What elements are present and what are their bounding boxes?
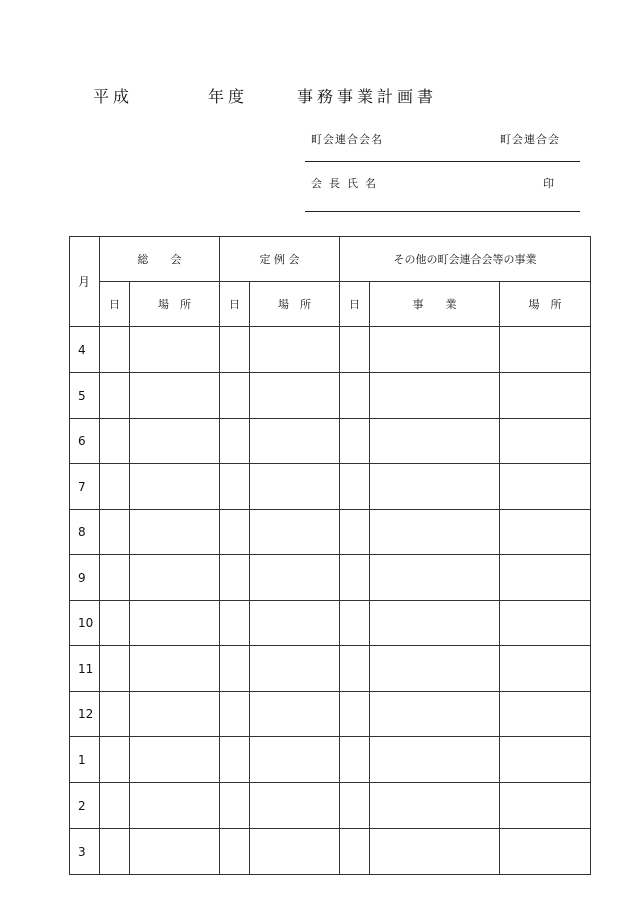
other-projects-header xyxy=(340,237,591,282)
regular-place-cell[interactable] xyxy=(250,555,340,601)
other-project-cell[interactable] xyxy=(370,419,500,464)
regular-meeting-label: 定 例 会 xyxy=(259,253,300,266)
general-day-cell[interactable] xyxy=(100,783,130,829)
table-row xyxy=(70,829,591,875)
table-row xyxy=(70,373,591,419)
assoc-name-line xyxy=(305,161,580,162)
other-day-cell[interactable] xyxy=(340,783,370,829)
general-place-cell[interactable] xyxy=(130,646,220,692)
other-place-cell[interactable] xyxy=(500,829,591,875)
general-place-cell[interactable] xyxy=(130,510,220,555)
title-main: 事務事業計画書 xyxy=(297,87,438,106)
assoc-name-value: 町会連合会 xyxy=(500,133,560,146)
other-place-cell[interactable] xyxy=(500,419,591,464)
other-day-cell[interactable] xyxy=(340,419,370,464)
other-project-cell[interactable] xyxy=(370,601,500,646)
other-place-cell[interactable] xyxy=(500,327,591,373)
month-cell: 9 xyxy=(70,555,100,601)
table-row xyxy=(70,510,591,555)
regular-day-cell[interactable] xyxy=(220,510,250,555)
other-project-cell[interactable] xyxy=(370,373,500,419)
title-nendo: 年度 xyxy=(208,87,249,106)
other-place-cell[interactable] xyxy=(500,464,591,510)
general-day-cell[interactable] xyxy=(100,373,130,419)
table-row xyxy=(70,783,591,829)
month-cell: 12 xyxy=(70,692,100,737)
regular-place-cell[interactable] xyxy=(250,464,340,510)
other-project-cell[interactable] xyxy=(370,783,500,829)
table-row xyxy=(70,327,591,373)
general-day-cell[interactable] xyxy=(100,829,130,875)
regular-place-cell[interactable] xyxy=(250,692,340,737)
seal-mark: 印 xyxy=(543,177,555,190)
general-day-cell[interactable] xyxy=(100,327,130,373)
other-place-cell[interactable] xyxy=(500,692,591,737)
general-day-cell[interactable] xyxy=(100,692,130,737)
regular-day-cell[interactable] xyxy=(220,464,250,510)
general-place-cell[interactable] xyxy=(130,692,220,737)
other-project-cell[interactable] xyxy=(370,829,500,875)
other-place-cell[interactable] xyxy=(500,783,591,829)
regular-place-cell[interactable] xyxy=(250,373,340,419)
other-day-cell[interactable] xyxy=(340,464,370,510)
general-day-cell[interactable] xyxy=(100,464,130,510)
other-project-cell[interactable] xyxy=(370,464,500,510)
month-cell: 10 xyxy=(70,601,100,646)
general-meeting-label: 総 会 xyxy=(137,253,182,266)
month-cell: 5 xyxy=(70,373,100,419)
other-place-cell[interactable] xyxy=(500,555,591,601)
other-day-cell[interactable] xyxy=(340,646,370,692)
other-place-header: 場 所 xyxy=(500,282,591,327)
regular-place-cell[interactable] xyxy=(250,601,340,646)
month-cell: 11 xyxy=(70,646,100,692)
regular-place-cell[interactable] xyxy=(250,646,340,692)
general-place-cell[interactable] xyxy=(130,783,220,829)
month-cell: 2 xyxy=(70,783,100,829)
regular-place-cell[interactable] xyxy=(250,419,340,464)
month-cell: 8 xyxy=(70,510,100,555)
general-place-cell[interactable] xyxy=(130,419,220,464)
other-day-cell[interactable] xyxy=(340,510,370,555)
regular-day-cell[interactable] xyxy=(220,737,250,783)
month-cell: 6 xyxy=(70,419,100,464)
title-heisei: 平成 xyxy=(93,87,134,106)
general-place-cell[interactable] xyxy=(130,373,220,419)
general-meeting-header xyxy=(100,237,220,282)
schedule-table xyxy=(69,236,591,875)
other-project-header: 事 業 xyxy=(370,282,500,327)
other-project-cell[interactable] xyxy=(370,555,500,601)
other-place-cell[interactable] xyxy=(500,646,591,692)
general-place-cell[interactable] xyxy=(130,464,220,510)
regular-day-cell[interactable] xyxy=(220,692,250,737)
chair-name-label: 会長氏名 xyxy=(311,177,383,190)
other-project-cell[interactable] xyxy=(370,737,500,783)
regular-place-header: 場 所 xyxy=(250,282,340,327)
other-day-header: 日 xyxy=(340,282,370,327)
general-day-cell[interactable] xyxy=(100,510,130,555)
other-project-cell[interactable] xyxy=(370,692,500,737)
other-project-cell[interactable] xyxy=(370,646,500,692)
regular-day-cell[interactable] xyxy=(220,419,250,464)
other-day-cell[interactable] xyxy=(340,555,370,601)
general-place-cell[interactable] xyxy=(130,555,220,601)
document-title xyxy=(0,87,630,107)
regular-place-cell[interactable] xyxy=(250,327,340,373)
general-day-cell[interactable] xyxy=(100,646,130,692)
other-project-cell[interactable] xyxy=(370,510,500,555)
regular-place-cell[interactable] xyxy=(250,737,340,783)
regular-day-cell[interactable] xyxy=(220,829,250,875)
general-place-cell[interactable] xyxy=(130,829,220,875)
regular-place-cell[interactable] xyxy=(250,510,340,555)
regular-day-cell[interactable] xyxy=(220,327,250,373)
general-day-header: 日 xyxy=(100,282,130,327)
regular-day-cell[interactable] xyxy=(220,783,250,829)
table-row xyxy=(70,464,591,510)
month-cell: 3 xyxy=(70,829,100,875)
other-project-cell[interactable] xyxy=(370,327,500,373)
table-row xyxy=(70,737,591,783)
general-place-cell[interactable] xyxy=(130,327,220,373)
other-day-cell[interactable] xyxy=(340,327,370,373)
assoc-name-label: 町会連合会名 xyxy=(311,133,383,146)
other-place-cell[interactable] xyxy=(500,737,591,783)
regular-day-cell[interactable] xyxy=(220,601,250,646)
month-cell: 1 xyxy=(70,737,100,783)
general-day-cell[interactable] xyxy=(100,601,130,646)
other-day-cell[interactable] xyxy=(340,373,370,419)
other-place-cell[interactable] xyxy=(500,373,591,419)
regular-day-header: 日 xyxy=(220,282,250,327)
general-place-cell[interactable] xyxy=(130,601,220,646)
other-place-cell[interactable] xyxy=(500,601,591,646)
other-projects-label: その他の町会連合会等の事業 xyxy=(393,253,537,266)
table-row xyxy=(70,601,591,646)
other-day-cell[interactable] xyxy=(340,737,370,783)
regular-meeting-header xyxy=(220,237,340,282)
table-row xyxy=(70,692,591,737)
month-header: 月 xyxy=(70,237,100,327)
general-place-header: 場 所 xyxy=(130,282,220,327)
general-day-cell[interactable] xyxy=(100,555,130,601)
regular-day-cell[interactable] xyxy=(220,555,250,601)
regular-place-cell[interactable] xyxy=(250,829,340,875)
other-day-cell[interactable] xyxy=(340,692,370,737)
regular-day-cell[interactable] xyxy=(220,646,250,692)
table-row xyxy=(70,555,591,601)
month-cell: 7 xyxy=(70,464,100,510)
chair-name-line xyxy=(305,211,580,212)
other-place-cell[interactable] xyxy=(500,510,591,555)
general-place-cell[interactable] xyxy=(130,737,220,783)
month-cell: 4 xyxy=(70,327,100,373)
regular-day-cell[interactable] xyxy=(220,373,250,419)
table-row xyxy=(70,419,591,464)
other-day-cell[interactable] xyxy=(340,829,370,875)
general-day-cell[interactable] xyxy=(100,737,130,783)
regular-place-cell[interactable] xyxy=(250,783,340,829)
general-day-cell[interactable] xyxy=(100,419,130,464)
table-row xyxy=(70,646,591,692)
other-day-cell[interactable] xyxy=(340,601,370,646)
